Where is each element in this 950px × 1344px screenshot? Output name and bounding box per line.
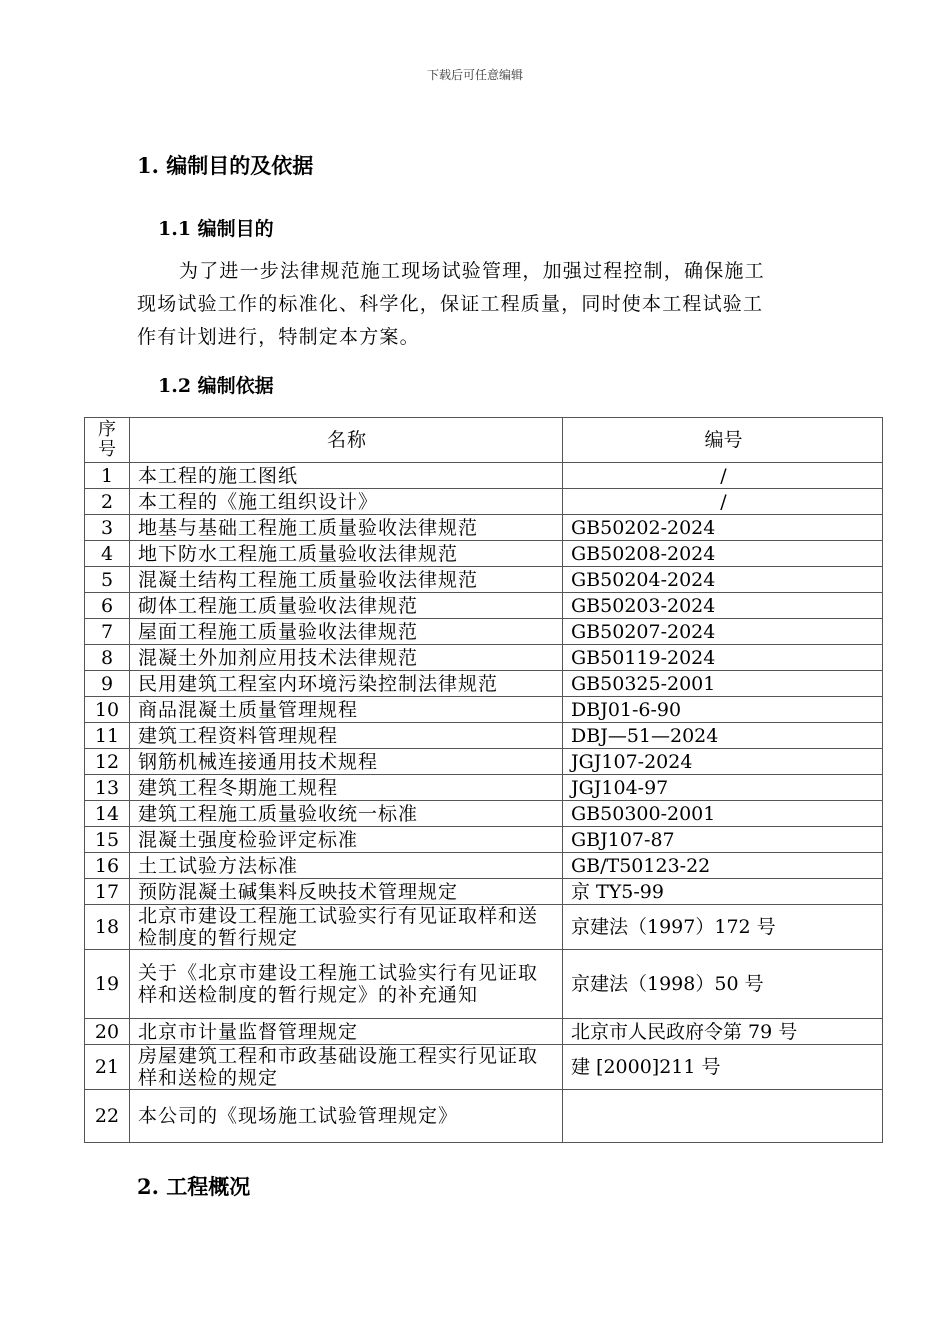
table-row (85, 593, 883, 619)
row-code: / (563, 463, 883, 489)
row-name: 北京市建设工程施工试验实行有见证取样和送检制度的暂行规定 (130, 905, 563, 950)
reference-standards-table (84, 417, 883, 1143)
row-name: 商品混凝土质量管理规程 (130, 697, 563, 723)
row-name: 北京市计量监督管理规定 (130, 1019, 563, 1045)
row-code: GB/T50123-22 (563, 853, 883, 879)
row-code: GB50203-2024 (563, 593, 883, 619)
row-code: DBJ01-6-90 (563, 697, 883, 723)
row-code: GB50300-2001 (563, 801, 883, 827)
row-name: 建筑工程冬期施工规程 (130, 775, 563, 801)
row-code: DBJ—51—2024 (563, 723, 883, 749)
row-name: 钢筋机械连接通用技术规程 (130, 749, 563, 775)
row-name: 地下防水工程施工质量验收法律规范 (130, 541, 563, 567)
header-code: 编号 (563, 418, 883, 463)
row-name: 本公司的《现场施工试验管理规定》 (130, 1090, 563, 1143)
header-num: 序号 (85, 418, 130, 463)
row-number: 22 (85, 1090, 130, 1143)
purpose-paragraph (137, 255, 837, 354)
row-name: 混凝土外加剂应用技术法律规范 (130, 645, 563, 671)
row-number: 11 (85, 723, 130, 749)
row-number: 9 (85, 671, 130, 697)
table-row (85, 853, 883, 879)
row-code: GB50119-2024 (563, 645, 883, 671)
table-row (85, 950, 883, 1019)
row-name: 土工试验方法标准 (130, 853, 563, 879)
row-code: GB50325-2001 (563, 671, 883, 697)
row-code: GB50207-2024 (563, 619, 883, 645)
section-1-1-heading: 1.1 编制目的 (158, 218, 274, 240)
row-number: 17 (85, 879, 130, 905)
row-code: 京 TY5-99 (563, 879, 883, 905)
table-row (85, 723, 883, 749)
table-row (85, 879, 883, 905)
table-row (85, 645, 883, 671)
table-row (85, 463, 883, 489)
table-row (85, 1090, 883, 1143)
row-code: JGJ107-2024 (563, 749, 883, 775)
row-name: 建筑工程资料管理规程 (130, 723, 563, 749)
row-name: 本工程的施工图纸 (130, 463, 563, 489)
row-name: 建筑工程施工质量验收统一标准 (130, 801, 563, 827)
row-number: 13 (85, 775, 130, 801)
row-name: 地基与基础工程施工质量验收法律规范 (130, 515, 563, 541)
table-row (85, 749, 883, 775)
table-header-row (85, 418, 883, 463)
row-number: 16 (85, 853, 130, 879)
table-row (85, 775, 883, 801)
row-code (563, 1090, 883, 1143)
row-name: 混凝土结构工程施工质量验收法律规范 (130, 567, 563, 593)
page-header-note: 下载后可任意编辑 (426, 68, 523, 82)
table-row (85, 515, 883, 541)
table-row (85, 671, 883, 697)
section-2-heading: 2. 工程概况 (137, 1174, 251, 1199)
row-number: 20 (85, 1019, 130, 1045)
table-row (85, 619, 883, 645)
section-1-2-heading: 1.2 编制依据 (158, 375, 274, 397)
row-name: 屋面工程施工质量验收法律规范 (130, 619, 563, 645)
row-number: 4 (85, 541, 130, 567)
table-row (85, 697, 883, 723)
row-name: 本工程的《施工组织设计》 (130, 489, 563, 515)
row-code: 京建法（1998）50 号 (563, 950, 883, 1019)
row-number: 2 (85, 489, 130, 515)
row-number: 14 (85, 801, 130, 827)
paragraph-line: 作有计划进行，特制定本方案。 (137, 326, 420, 348)
row-name: 关于《北京市建设工程施工试验实行有见证取样和送检制度的暂行规定》的补充通知 (130, 950, 563, 1019)
table-row (85, 827, 883, 853)
header-name: 名称 (130, 418, 563, 463)
row-number: 8 (85, 645, 130, 671)
row-code: JGJ104-97 (563, 775, 883, 801)
table-row (85, 905, 883, 950)
row-name: 砌体工程施工质量验收法律规范 (130, 593, 563, 619)
row-number: 18 (85, 905, 130, 950)
row-number: 19 (85, 950, 130, 1019)
row-code: GB50204-2024 (563, 567, 883, 593)
row-code: 建 [2000]211 号 (563, 1045, 883, 1090)
row-number: 1 (85, 463, 130, 489)
row-number: 12 (85, 749, 130, 775)
table-row (85, 1045, 883, 1090)
row-number: 7 (85, 619, 130, 645)
row-name: 预防混凝土碱集料反映技术管理规定 (130, 879, 563, 905)
row-code: GB50202-2024 (563, 515, 883, 541)
row-name: 房屋建筑工程和市政基础设施工程实行见证取样和送检的规定 (130, 1045, 563, 1090)
row-number: 10 (85, 697, 130, 723)
row-code: GBJ107-87 (563, 827, 883, 853)
row-code: 京建法（1997）172 号 (563, 905, 883, 950)
row-number: 5 (85, 567, 130, 593)
table-row (85, 567, 883, 593)
row-code: / (563, 489, 883, 515)
table-row (85, 489, 883, 515)
row-number: 6 (85, 593, 130, 619)
row-name: 民用建筑工程室内环境污染控制法律规范 (130, 671, 563, 697)
row-number: 3 (85, 515, 130, 541)
row-code: 北京市人民政府令第 79 号 (563, 1019, 883, 1045)
row-number: 21 (85, 1045, 130, 1090)
paragraph-line: 现场试验工作的标准化、科学化，保证工程质量，同时使本工程试验工 (137, 293, 764, 315)
row-number: 15 (85, 827, 130, 853)
row-name: 混凝土强度检验评定标准 (130, 827, 563, 853)
table-row (85, 801, 883, 827)
section-1-heading: 1. 编制目的及依据 (137, 153, 314, 178)
table-row (85, 541, 883, 567)
row-code: GB50208-2024 (563, 541, 883, 567)
table-row (85, 1019, 883, 1045)
paragraph-line: 为了进一步法律规范施工现场试验管理，加强过程控制，确保施工 (179, 260, 765, 282)
